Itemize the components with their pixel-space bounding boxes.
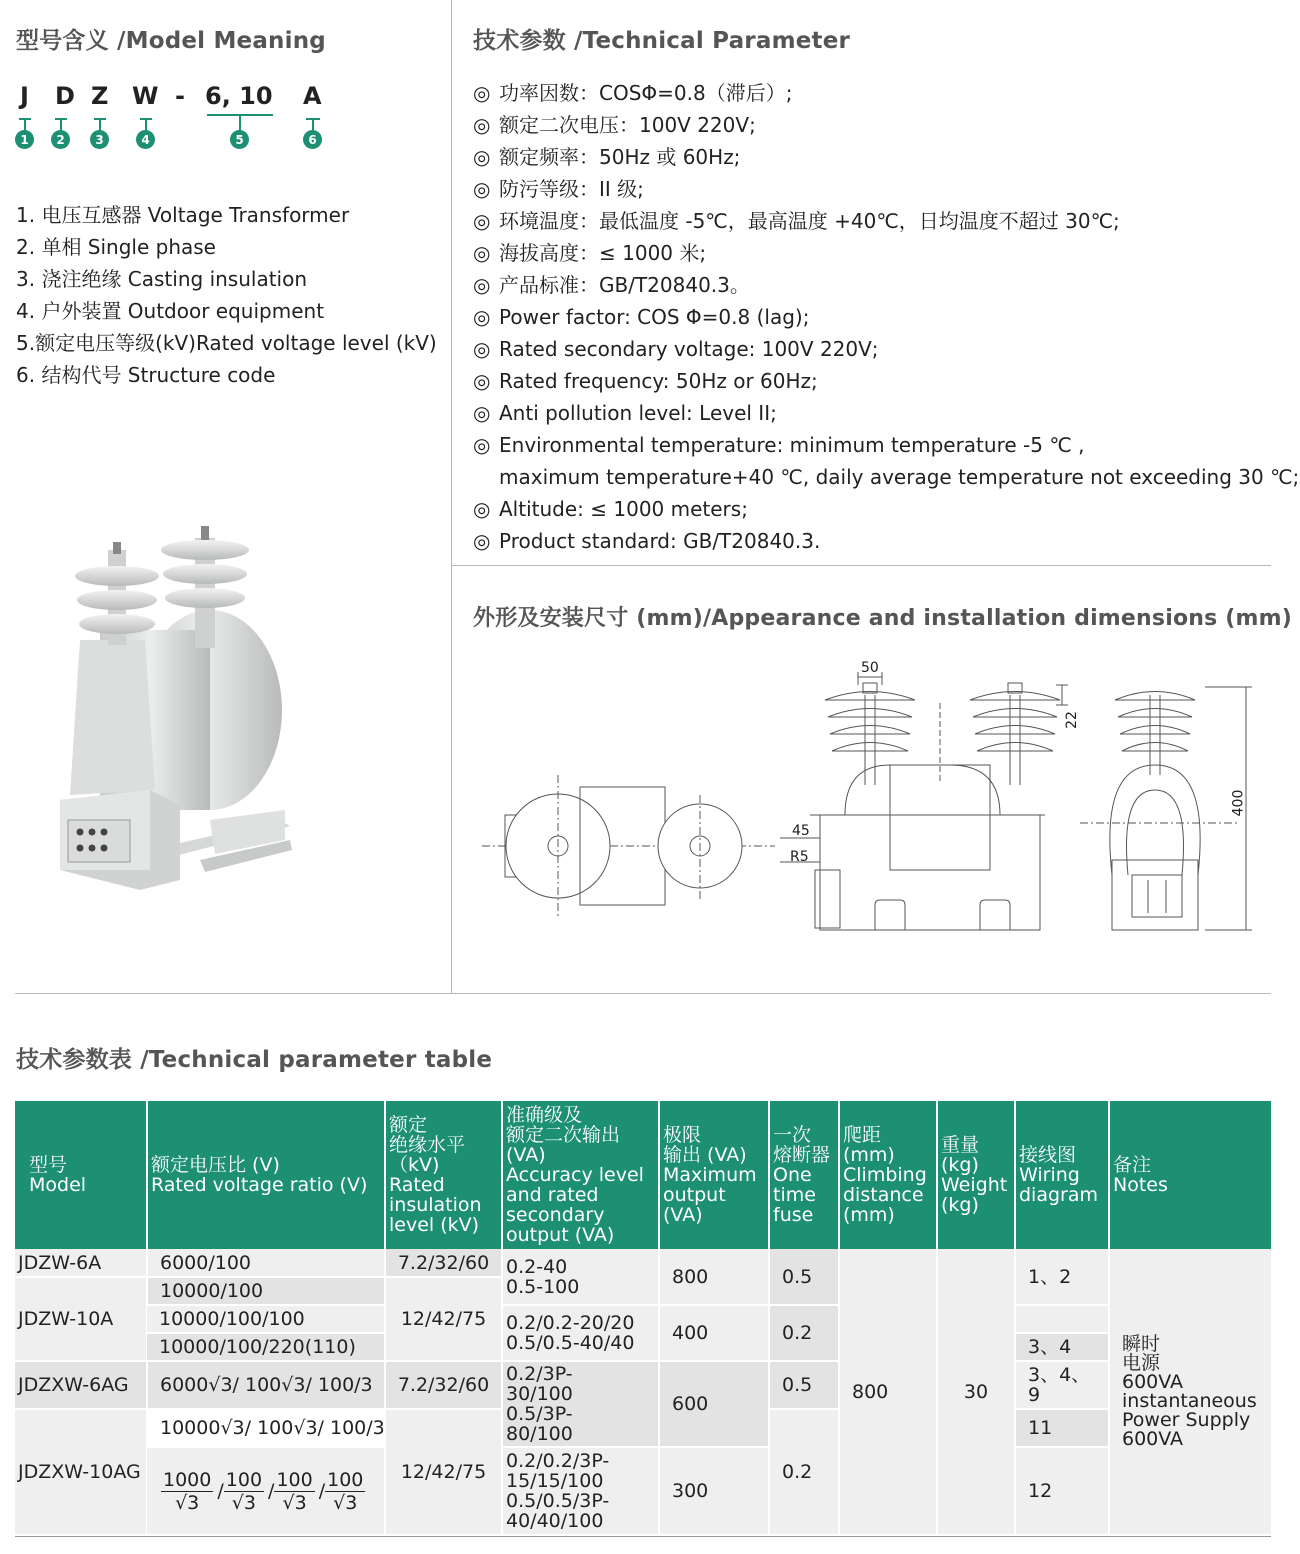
code-part-dash: - <box>175 82 185 110</box>
table-row <box>15 1447 1271 1535</box>
page-divider <box>15 993 1271 994</box>
code-part-w: W <box>132 82 159 110</box>
cell-fuse: 0.5 <box>769 1249 839 1305</box>
cell-climbing: 800 <box>839 1249 937 1535</box>
param-item: ◎ Rated secondary voltage: 100V 220V; <box>473 337 879 361</box>
param-item: ◎ Environmental temperature: minimum temperature -5 ℃ , <box>473 433 1085 457</box>
cell-wiring: 3、4、 9 <box>1015 1361 1109 1409</box>
dimensions-title: 外形及安装尺寸 (mm)/Appearance and installation dimensions (mm) <box>473 606 1293 631</box>
param-item: ◎ 防污等级：II 级; <box>473 177 644 201</box>
table-title: 技术参数表 /Technical parameter table <box>16 1047 493 1073</box>
header-wiring-diagram: 接线图 Wiring diagram <box>1015 1101 1109 1249</box>
model-meaning-list <box>16 199 437 391</box>
cell-accuracy: 0.2/3P- 30/100 0.5/3P- 80/100 <box>502 1361 659 1447</box>
column-divider <box>451 0 452 993</box>
header-max-output: 极限 输出 (VA) Maximum output (VA) <box>659 1101 769 1249</box>
cell-model: JDZW-6A <box>15 1249 147 1277</box>
param-item: ◎ 额定频率：50Hz 或 60Hz; <box>473 145 741 169</box>
cell-accuracy: 0.2/0.2-20/20 0.5/0.5-40/40 <box>502 1305 659 1361</box>
param-item: ◎ Power factor: COS Φ=0.8 (lag); <box>473 305 810 329</box>
marker-6: 6 <box>303 130 322 149</box>
cell-insulation: 12/42/75 <box>385 1409 502 1535</box>
cell-insulation: 12/42/75 <box>385 1277 502 1361</box>
cell-ratio: 6000√3/ 100√3/ 100/3 <box>147 1361 385 1409</box>
header-model: 型号 Model <box>15 1101 147 1249</box>
cell-ratio: 10000/100/220(110) <box>147 1333 385 1361</box>
marker-1: 1 <box>15 130 34 149</box>
cell-model: JDZXW-10AG <box>15 1409 147 1535</box>
dimension-drawing <box>480 655 1270 955</box>
header-climbing-distance: 爬距 (mm) Climbing distance (mm) <box>839 1101 937 1249</box>
param-item: ◎ 功率因数：COSΦ=0.8（滞后）; <box>473 81 793 105</box>
cell-wiring: 12 <box>1015 1447 1109 1535</box>
param-item: ◎ 环境温度：最低温度 -5℃，最高温度 +40℃，日均温度不超过 30℃; <box>473 209 1120 233</box>
cell-ratio: 10000/100/100 <box>147 1305 385 1333</box>
header-fuse: 一次 熔断器 One time fuse <box>769 1101 839 1249</box>
cell-max-output: 600 <box>659 1361 769 1447</box>
cell-max-output: 800 <box>659 1249 769 1305</box>
param-item: ◎ 海拔高度：≤ 1000 米; <box>473 241 707 265</box>
cell-ratio-fraction: $\frac{1000}{√3}$ / $\frac{100}{√3}$ / $\frac{100}{√3}$ / $\frac{100}{√3}$ <box>147 1447 385 1535</box>
header-accuracy-output: 准确级及 额定二次输出 (VA) Accuracy level and rated secondary output (VA) <box>502 1101 659 1249</box>
param-item: ◎ Product standard: GB/T20840.3. <box>473 529 821 553</box>
cell-accuracy: 0.2/0.2/3P- 15/15/100 0.5/0.5/3P- 40/40/100 <box>502 1447 659 1535</box>
cell-accuracy: 0.2-40 0.5-100 <box>502 1249 659 1305</box>
cell-max-output: 300 <box>659 1447 769 1535</box>
cell-wiring: 1、2 <box>1015 1249 1109 1305</box>
cell-weight: 30 <box>937 1249 1015 1535</box>
cell-notes: 瞬时 电源 600VA instantaneous Power Supply 600VA <box>1109 1249 1271 1535</box>
dim-label-400: 400 <box>1230 789 1247 817</box>
cell-max-output: 400 <box>659 1305 769 1361</box>
dim-label-45: 45 <box>792 823 810 839</box>
table-row <box>15 1305 1271 1333</box>
marker-5: 5 <box>230 130 249 149</box>
code-part-z: Z <box>91 82 109 110</box>
cell-wiring: 11 <box>1015 1409 1109 1447</box>
cell-ratio: 6000/100 <box>147 1249 385 1277</box>
meaning-item: 2. 单相 Single phase <box>16 235 216 259</box>
code-part-a: A <box>303 82 322 110</box>
side-view <box>1080 687 1252 930</box>
technical-parameter-table <box>15 1101 1271 1536</box>
dim-label-22: 22 <box>1063 711 1080 729</box>
cell-fuse: 0.5 <box>769 1361 839 1409</box>
meaning-item: 4. 户外装置 Outdoor equipment <box>16 299 325 323</box>
table-header-row <box>15 1101 1271 1249</box>
marker-2: 2 <box>51 130 70 149</box>
header-voltage-ratio: 额定电压比 (V) Rated voltage ratio (V) <box>147 1101 385 1249</box>
param-item: ◎ Altitude: ≤ 1000 meters; <box>473 497 748 521</box>
cell-model: JDZXW-6AG <box>15 1361 147 1409</box>
cell-ratio: 10000√3/ 100√3/ 100/3 <box>147 1409 385 1447</box>
tech-parameter-list <box>473 77 1299 557</box>
cell-fuse: 0.2 <box>769 1305 839 1361</box>
table-row <box>15 1249 1271 1277</box>
right-section-divider <box>451 565 1271 566</box>
dim-label-50: 50 <box>861 660 879 676</box>
header-notes: 备注 Notes <box>1109 1101 1271 1249</box>
meaning-item: 5.额定电压等级(kV)Rated voltage level (kV) <box>16 331 437 355</box>
meaning-item: 6. 结构代号 Structure code <box>16 363 276 387</box>
cell-ratio: 10000/100 <box>147 1277 385 1305</box>
table-row <box>15 1361 1271 1409</box>
param-item: ◎ 产品标准：GB/T20840.3。 <box>473 273 750 297</box>
param-item: ◎ Rated frequency: 50Hz or 60Hz; <box>473 369 818 393</box>
model-meaning-title: 型号含义 /Model Meaning <box>16 28 326 54</box>
header-insulation-level: 额定 绝缘水平 （kV) Rated insulation level (kV) <box>385 1101 502 1249</box>
cell-model: JDZW-10A <box>15 1277 147 1361</box>
cell-fuse: 0.2 <box>769 1409 839 1535</box>
dim-label-r5: R5 <box>790 849 809 865</box>
cell-wiring-empty <box>1015 1305 1109 1333</box>
code-part-voltage: 6, 10 <box>205 82 273 110</box>
code-part-d: D <box>55 82 75 110</box>
code-part-j: J <box>20 82 29 110</box>
cell-wiring: 3、4 <box>1015 1333 1109 1361</box>
param-item: ◎ Anti pollution level: Level II; <box>473 401 777 425</box>
param-item-continued: maximum temperature+40 ℃, daily average temperature not exceeding 30 ℃; <box>499 465 1300 489</box>
front-view <box>780 672 1068 930</box>
cell-insulation: 7.2/32/60 <box>385 1249 502 1277</box>
marker-4: 4 <box>136 130 155 149</box>
meaning-item: 1. 电压互感器 Voltage Transformer <box>16 203 350 227</box>
tech-parameter-title: 技术参数 /Technical Parameter <box>473 28 851 54</box>
header-weight: 重量 (kg) Weight (kg) <box>937 1101 1015 1249</box>
param-item: ◎ 额定二次电压：100V 220V; <box>473 113 756 137</box>
product-photo <box>40 520 310 900</box>
table-bottom-rule <box>15 1536 1271 1537</box>
cell-insulation: 7.2/32/60 <box>385 1361 502 1409</box>
marker-3: 3 <box>90 130 109 149</box>
meaning-item: 3. 浇注绝缘 Casting insulation <box>16 267 308 291</box>
top-view <box>482 775 775 917</box>
